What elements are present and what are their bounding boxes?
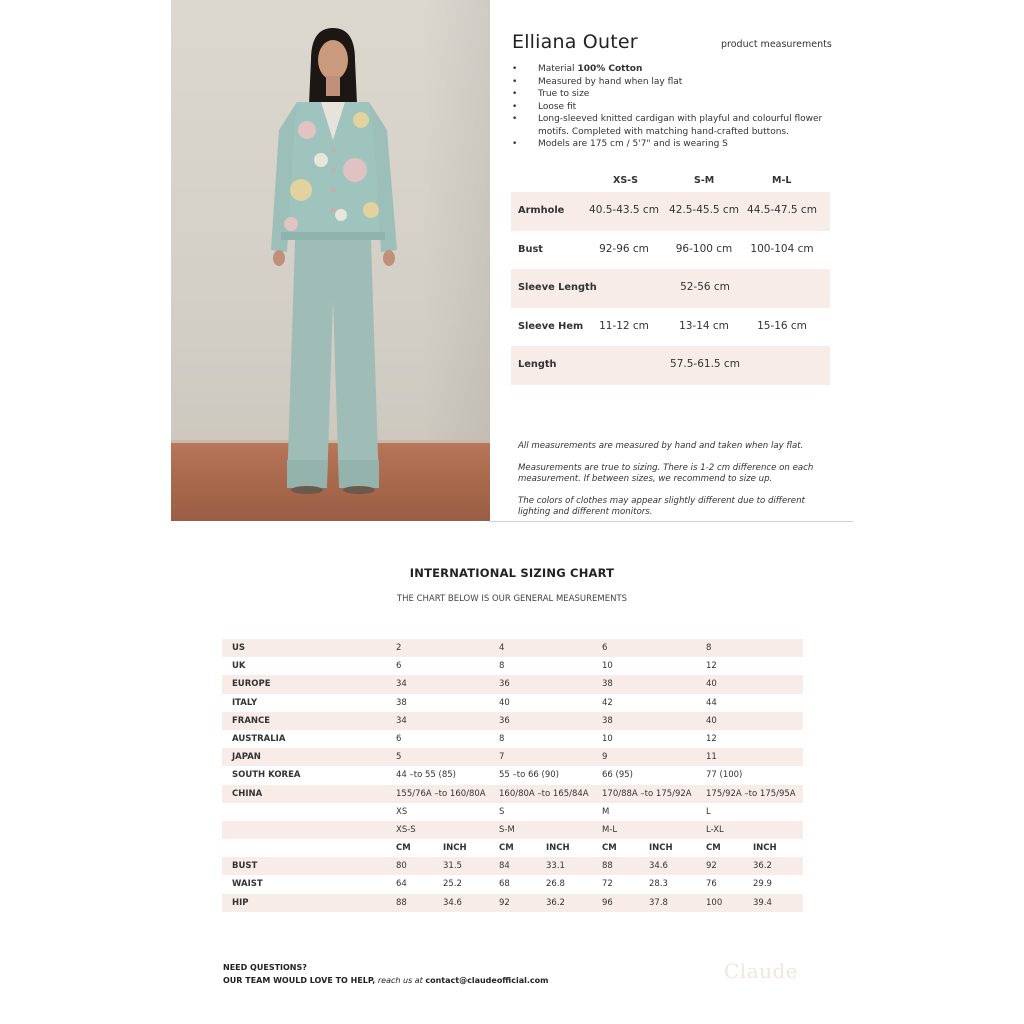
size-value: 6 <box>396 661 402 672</box>
measurement-row <box>511 346 830 385</box>
letter-size: M <box>602 806 610 817</box>
body-measurement-value: 29.9 <box>753 879 772 890</box>
size-value: 5 <box>396 752 402 763</box>
size-value: 44 <box>706 697 717 708</box>
size-value: 175/92A –to 175/95A <box>706 788 796 799</box>
measurement-value: 96-100 cm <box>675 242 733 255</box>
size-value: 36 <box>499 715 510 726</box>
size-value: 38 <box>602 679 613 690</box>
size-value: 9 <box>602 752 608 763</box>
body-measurement-value: 84 <box>499 861 510 872</box>
measurement-row <box>511 192 830 231</box>
letter-size: S <box>499 806 505 817</box>
body-measurement-value: 88 <box>602 861 613 872</box>
measurement-label: Armhole <box>518 205 565 216</box>
country-label: UK <box>232 661 246 672</box>
size-value: 6 <box>396 733 402 744</box>
footer-tagline: OUR TEAM WOULD LOVE TO HELP, <box>223 975 376 985</box>
body-measurement-label: HIP <box>232 897 249 908</box>
unit-inch-header: INCH <box>546 843 570 854</box>
feature-item: • Long-sleeved knitted cardigan with playful and colourful flower motifs. Completed with matching hand-crafted buttons. <box>512 113 832 138</box>
body-measurement-value: 80 <box>396 861 407 872</box>
measurement-value: 100-104 cm <box>750 242 814 255</box>
measurement-value: 42.5-45.5 cm <box>669 204 739 216</box>
size-value: 77 (100) <box>706 770 743 781</box>
note-text: Measurements are true to sizing. There is 1-2 cm difference on each measurement. If between sizes, we recommend to size up. <box>518 463 814 484</box>
measurement-table <box>511 166 830 385</box>
measurement-label: Sleeve Hem <box>518 320 584 332</box>
size-value: 38 <box>602 715 613 726</box>
product-title: Elliana Outer <box>512 31 638 53</box>
measurement-label: Sleeve Length <box>518 282 597 294</box>
size-value: 38 <box>396 697 407 708</box>
size-header: XS-S <box>613 175 638 186</box>
footer-heading: NEED QUESTIONS? <box>223 963 307 972</box>
country-label: FRANCE <box>232 715 271 726</box>
body-measurement-value: 39.4 <box>753 897 772 908</box>
body-measurement-value: 31.5 <box>443 861 462 872</box>
country-label: EUROPE <box>232 679 271 690</box>
body-measurement-value: 96 <box>602 897 613 908</box>
body-measurement-value: 68 <box>499 879 510 890</box>
brand-logo: Claude <box>724 959 799 983</box>
body-measurement-value: 26.8 <box>546 879 565 890</box>
country-size-row <box>222 766 803 784</box>
body-measurement-value: 64 <box>396 879 407 890</box>
feature-item: • Models are 175 cm / 5'7" and is wearing S <box>512 138 832 151</box>
size-value: 4 <box>499 643 505 653</box>
body-measurement-value: 92 <box>706 861 717 872</box>
body-measurement-value: 88 <box>396 897 407 908</box>
size-value: 12 <box>706 661 717 672</box>
size-value: 6 <box>602 643 608 653</box>
body-measurement-value: 92 <box>499 897 510 908</box>
measurement-label: Length <box>518 359 557 371</box>
size-value: 34 <box>396 715 407 726</box>
product-features-list <box>512 63 832 151</box>
product-photo <box>171 0 490 521</box>
size-value: 2 <box>396 643 402 653</box>
unit-inch-header: INCH <box>443 843 467 854</box>
note-text: The colors of clothes may appear slightly different due to different lighting and different monitors. <box>518 496 805 517</box>
feature-item: • Measured by hand when lay flat <box>512 76 832 89</box>
measurement-value: 11-12 cm <box>599 319 649 332</box>
country-label: US <box>232 643 246 653</box>
size-value: 8 <box>706 643 712 653</box>
unit-inch-header: INCH <box>649 843 673 854</box>
unit-cm-header: CM <box>706 843 721 854</box>
measurement-notes <box>518 441 818 529</box>
body-measurement-value: 72 <box>602 879 613 890</box>
size-value: 42 <box>602 697 613 708</box>
range-size: L-XL <box>706 824 724 835</box>
body-measurement-value: 37.8 <box>649 897 668 908</box>
model-figure <box>171 0 490 521</box>
measurement-value: 44.5-47.5 cm <box>747 204 817 216</box>
body-measurement-row <box>222 857 803 875</box>
body-measurement-label: WAIST <box>232 879 263 890</box>
feature-item: • True to size <box>512 88 832 101</box>
measurement-value: 57.5-61.5 cm <box>670 358 740 371</box>
measurement-value: 40.5-43.5 cm <box>589 204 659 216</box>
range-size: XS-S <box>396 824 416 835</box>
body-measurement-value: 34.6 <box>443 897 462 908</box>
body-measurement-label: BUST <box>232 861 258 872</box>
country-label: AUSTRALIA <box>232 733 286 744</box>
country-size-row <box>222 712 803 730</box>
size-value: 40 <box>706 679 717 690</box>
country-label: ITALY <box>232 697 258 708</box>
size-value: 36 <box>499 679 510 690</box>
measurement-value: 15-16 cm <box>757 319 807 332</box>
unit-cm-header: CM <box>499 843 514 854</box>
range-size-row <box>222 821 803 839</box>
country-size-row <box>222 730 803 748</box>
body-measurement-value: 36.2 <box>546 897 565 908</box>
measurement-row <box>511 269 830 308</box>
country-size-row <box>222 639 803 657</box>
range-size: S-M <box>499 824 515 835</box>
unit-cm-header: CM <box>602 843 617 854</box>
size-value: 40 <box>499 697 510 708</box>
footer-reach: reach us at <box>375 975 426 985</box>
measurement-value: 52-56 cm <box>680 281 730 294</box>
size-value: 34 <box>396 679 407 690</box>
country-size-row <box>222 748 803 766</box>
country-size-row <box>222 675 803 693</box>
body-measurement-value: 76 <box>706 879 717 890</box>
size-value: 11 <box>706 752 717 763</box>
intl-chart-title: INTERNATIONAL SIZING CHART <box>409 566 615 580</box>
size-value: 12 <box>706 733 717 744</box>
unit-cm-header: CM <box>396 843 411 854</box>
body-measurement-value: 100 <box>706 897 723 908</box>
size-value: 40 <box>706 715 717 726</box>
unit-header-row <box>222 839 803 857</box>
country-label: JAPAN <box>232 752 261 763</box>
country-label: SOUTH KOREA <box>232 770 301 781</box>
measurement-value: 13-14 cm <box>679 319 729 332</box>
letter-size-row <box>222 803 803 821</box>
measurement-label: Bust <box>518 243 543 255</box>
country-size-row <box>222 694 803 712</box>
letter-size: XS <box>396 806 408 817</box>
measurement-row <box>511 231 830 270</box>
contact-email-link[interactable]: contact@claudeofficial.com <box>425 975 549 985</box>
size-value: 155/76A –to 160/80A <box>396 788 486 799</box>
body-measurement-value: 25.2 <box>443 879 462 890</box>
body-measurement-row <box>222 894 803 912</box>
body-measurement-value: 36.2 <box>753 861 772 872</box>
size-value: 10 <box>602 733 613 744</box>
letter-size: L <box>706 806 711 817</box>
size-value: 55 –to 66 (90) <box>499 770 559 781</box>
body-measurement-row <box>222 875 803 893</box>
feature-item: • Material 100% Cotton <box>512 63 832 76</box>
size-value: 8 <box>499 661 505 672</box>
body-measurement-value: 28.3 <box>649 879 668 890</box>
intl-sizing-table <box>222 639 803 912</box>
country-size-row <box>222 657 803 675</box>
size-header: S-M <box>694 175 715 186</box>
size-value: 8 <box>499 733 505 744</box>
size-header: M-L <box>772 175 792 186</box>
size-value: 7 <box>499 752 505 763</box>
intl-chart-subtitle: THE CHART BELOW IS OUR GENERAL MEASUREMENTS <box>396 594 628 604</box>
size-value: 170/88A –to 175/92A <box>602 788 692 799</box>
unit-inch-header: INCH <box>753 843 777 854</box>
measurement-row <box>511 308 830 347</box>
size-value: 44 –to 55 (85) <box>396 770 456 781</box>
product-subtitle: product measurements <box>721 39 832 50</box>
country-label: CHINA <box>232 788 263 799</box>
measurement-value: 92-96 cm <box>599 242 649 255</box>
contact-footer <box>223 962 548 987</box>
size-value: 160/80A –to 165/84A <box>499 788 589 799</box>
measurement-header-row <box>511 166 830 192</box>
size-value: 10 <box>602 661 613 672</box>
body-measurement-value: 34.6 <box>649 861 668 872</box>
feature-item: • Loose fit <box>512 101 832 114</box>
body-measurement-value: 33.1 <box>546 861 565 872</box>
size-value: 66 (95) <box>602 770 633 781</box>
country-size-row <box>222 785 803 803</box>
note-text: All measurements are measured by hand and taken when lay flat. <box>518 441 804 451</box>
range-size: M-L <box>602 824 618 835</box>
